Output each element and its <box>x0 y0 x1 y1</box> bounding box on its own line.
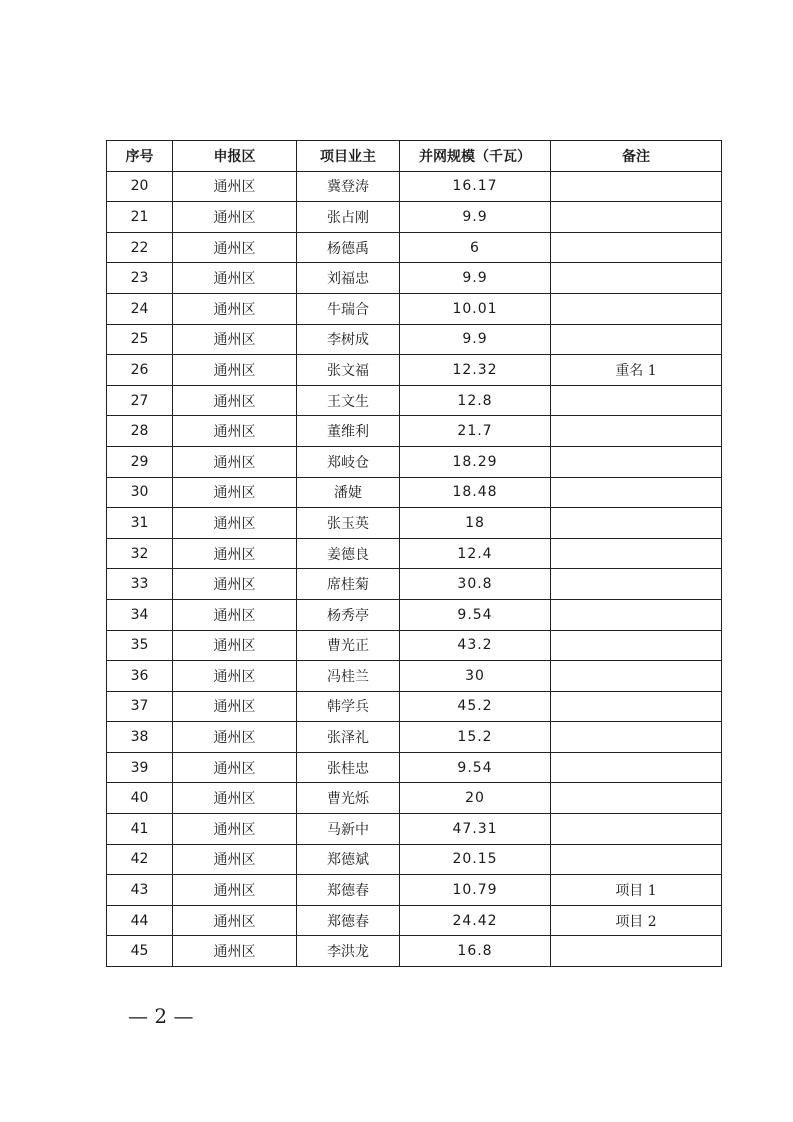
cell-note <box>551 324 722 355</box>
table-row <box>107 293 722 324</box>
cell-note: 项目 1 <box>551 875 722 906</box>
cell-capacity: 20 <box>400 783 551 814</box>
cell-owner: 李洪龙 <box>297 936 400 967</box>
cell-note <box>551 385 722 416</box>
cell-owner: 马新中 <box>297 814 400 845</box>
cell-capacity: 12.32 <box>400 355 551 386</box>
cell-seq: 20 <box>107 171 173 202</box>
header-note: 备注 <box>551 141 722 172</box>
table-row <box>107 599 722 630</box>
cell-note <box>551 661 722 692</box>
cell-capacity: 9.9 <box>400 263 551 294</box>
cell-capacity: 30.8 <box>400 569 551 600</box>
cell-capacity: 45.2 <box>400 691 551 722</box>
cell-note <box>551 691 722 722</box>
cell-capacity: 18 <box>400 508 551 539</box>
cell-owner: 郑德春 <box>297 875 400 906</box>
header-seq: 序号 <box>107 141 173 172</box>
cell-district: 通州区 <box>173 232 297 263</box>
cell-owner: 席桂菊 <box>297 569 400 600</box>
cell-seq: 36 <box>107 661 173 692</box>
cell-district: 通州区 <box>173 814 297 845</box>
cell-capacity: 10.01 <box>400 293 551 324</box>
cell-district: 通州区 <box>173 599 297 630</box>
cell-note <box>551 722 722 753</box>
cell-seq: 24 <box>107 293 173 324</box>
cell-seq: 39 <box>107 752 173 783</box>
cell-district: 通州区 <box>173 171 297 202</box>
cell-district: 通州区 <box>173 324 297 355</box>
cell-owner: 董维利 <box>297 416 400 447</box>
cell-note <box>551 202 722 233</box>
cell-seq: 41 <box>107 814 173 845</box>
cell-owner: 姜德良 <box>297 538 400 569</box>
cell-note <box>551 171 722 202</box>
table-row <box>107 722 722 753</box>
cell-capacity: 16.17 <box>400 171 551 202</box>
cell-seq: 32 <box>107 538 173 569</box>
cell-district: 通州区 <box>173 477 297 508</box>
cell-capacity: 47.31 <box>400 814 551 845</box>
project-table <box>106 140 722 967</box>
cell-owner: 张玉英 <box>297 508 400 539</box>
cell-district: 通州区 <box>173 905 297 936</box>
table-row <box>107 202 722 233</box>
cell-capacity: 12.4 <box>400 538 551 569</box>
cell-district: 通州区 <box>173 752 297 783</box>
cell-note <box>551 538 722 569</box>
table-row <box>107 385 722 416</box>
table-row <box>107 661 722 692</box>
cell-district: 通州区 <box>173 875 297 906</box>
cell-seq: 37 <box>107 691 173 722</box>
table-row <box>107 875 722 906</box>
header-district: 申报区 <box>173 141 297 172</box>
cell-capacity: 12.8 <box>400 385 551 416</box>
cell-seq: 31 <box>107 508 173 539</box>
cell-note <box>551 783 722 814</box>
cell-owner: 张文福 <box>297 355 400 386</box>
table-row <box>107 171 722 202</box>
table-row <box>107 508 722 539</box>
cell-owner: 王文生 <box>297 385 400 416</box>
cell-owner: 张泽礼 <box>297 722 400 753</box>
table-row <box>107 905 722 936</box>
cell-district: 通州区 <box>173 446 297 477</box>
cell-owner: 韩学兵 <box>297 691 400 722</box>
table-row <box>107 232 722 263</box>
table-row <box>107 477 722 508</box>
cell-seq: 28 <box>107 416 173 447</box>
cell-capacity: 24.42 <box>400 905 551 936</box>
table-row <box>107 538 722 569</box>
cell-seq: 22 <box>107 232 173 263</box>
cell-owner: 杨秀亭 <box>297 599 400 630</box>
cell-district: 通州区 <box>173 722 297 753</box>
cell-note <box>551 814 722 845</box>
cell-district: 通州区 <box>173 508 297 539</box>
cell-district: 通州区 <box>173 293 297 324</box>
cell-note <box>551 752 722 783</box>
cell-capacity: 6 <box>400 232 551 263</box>
cell-district: 通州区 <box>173 385 297 416</box>
cell-capacity: 15.2 <box>400 722 551 753</box>
cell-district: 通州区 <box>173 416 297 447</box>
table-row <box>107 783 722 814</box>
cell-note <box>551 599 722 630</box>
cell-owner: 冀登涛 <box>297 171 400 202</box>
cell-capacity: 10.79 <box>400 875 551 906</box>
cell-note <box>551 293 722 324</box>
cell-owner: 郑德春 <box>297 905 400 936</box>
cell-seq: 26 <box>107 355 173 386</box>
cell-seq: 27 <box>107 385 173 416</box>
cell-capacity: 9.9 <box>400 324 551 355</box>
cell-district: 通州区 <box>173 630 297 661</box>
cell-owner: 曹光正 <box>297 630 400 661</box>
cell-owner: 郑岐仓 <box>297 446 400 477</box>
cell-capacity: 30 <box>400 661 551 692</box>
cell-capacity: 43.2 <box>400 630 551 661</box>
table-row <box>107 569 722 600</box>
table-row <box>107 844 722 875</box>
cell-seq: 45 <box>107 936 173 967</box>
cell-seq: 33 <box>107 569 173 600</box>
cell-owner: 曹光烁 <box>297 783 400 814</box>
cell-district: 通州区 <box>173 538 297 569</box>
cell-capacity: 20.15 <box>400 844 551 875</box>
cell-note: 重名 1 <box>551 355 722 386</box>
cell-owner: 杨德禹 <box>297 232 400 263</box>
cell-capacity: 9.54 <box>400 599 551 630</box>
cell-seq: 30 <box>107 477 173 508</box>
page-number: — 2 — <box>128 1004 194 1028</box>
table-row <box>107 752 722 783</box>
cell-owner: 刘福忠 <box>297 263 400 294</box>
cell-district: 通州区 <box>173 569 297 600</box>
cell-seq: 23 <box>107 263 173 294</box>
table-row <box>107 324 722 355</box>
cell-note <box>551 508 722 539</box>
cell-capacity: 18.48 <box>400 477 551 508</box>
cell-note <box>551 630 722 661</box>
cell-owner: 郑德斌 <box>297 844 400 875</box>
cell-note <box>551 936 722 967</box>
cell-district: 通州区 <box>173 691 297 722</box>
table-row <box>107 416 722 447</box>
table-row <box>107 355 722 386</box>
cell-note <box>551 263 722 294</box>
cell-capacity: 18.29 <box>400 446 551 477</box>
cell-district: 通州区 <box>173 661 297 692</box>
cell-owner: 张占刚 <box>297 202 400 233</box>
cell-note <box>551 477 722 508</box>
cell-note: 项目 2 <box>551 905 722 936</box>
cell-seq: 34 <box>107 599 173 630</box>
cell-owner: 李树成 <box>297 324 400 355</box>
cell-capacity: 21.7 <box>400 416 551 447</box>
table-row <box>107 814 722 845</box>
cell-district: 通州区 <box>173 936 297 967</box>
cell-seq: 38 <box>107 722 173 753</box>
cell-district: 通州区 <box>173 844 297 875</box>
cell-district: 通州区 <box>173 202 297 233</box>
cell-note <box>551 446 722 477</box>
cell-note <box>551 416 722 447</box>
table-row <box>107 936 722 967</box>
table-row <box>107 263 722 294</box>
cell-seq: 44 <box>107 905 173 936</box>
cell-seq: 29 <box>107 446 173 477</box>
cell-owner: 张桂忠 <box>297 752 400 783</box>
table-row <box>107 446 722 477</box>
cell-note <box>551 569 722 600</box>
cell-capacity: 9.54 <box>400 752 551 783</box>
table-row <box>107 630 722 661</box>
table-row <box>107 691 722 722</box>
cell-capacity: 16.8 <box>400 936 551 967</box>
cell-seq: 43 <box>107 875 173 906</box>
cell-seq: 25 <box>107 324 173 355</box>
cell-note <box>551 232 722 263</box>
table-body <box>107 171 722 966</box>
cell-district: 通州区 <box>173 355 297 386</box>
cell-seq: 40 <box>107 783 173 814</box>
cell-seq: 35 <box>107 630 173 661</box>
cell-seq: 42 <box>107 844 173 875</box>
cell-note <box>551 844 722 875</box>
cell-district: 通州区 <box>173 263 297 294</box>
header-capacity: 并网规模（千瓦） <box>400 141 551 172</box>
header-owner: 项目业主 <box>297 141 400 172</box>
cell-seq: 21 <box>107 202 173 233</box>
cell-owner: 冯桂兰 <box>297 661 400 692</box>
cell-owner: 潘婕 <box>297 477 400 508</box>
cell-capacity: 9.9 <box>400 202 551 233</box>
cell-owner: 牛瑞合 <box>297 293 400 324</box>
table-header-row <box>107 141 722 172</box>
cell-district: 通州区 <box>173 783 297 814</box>
